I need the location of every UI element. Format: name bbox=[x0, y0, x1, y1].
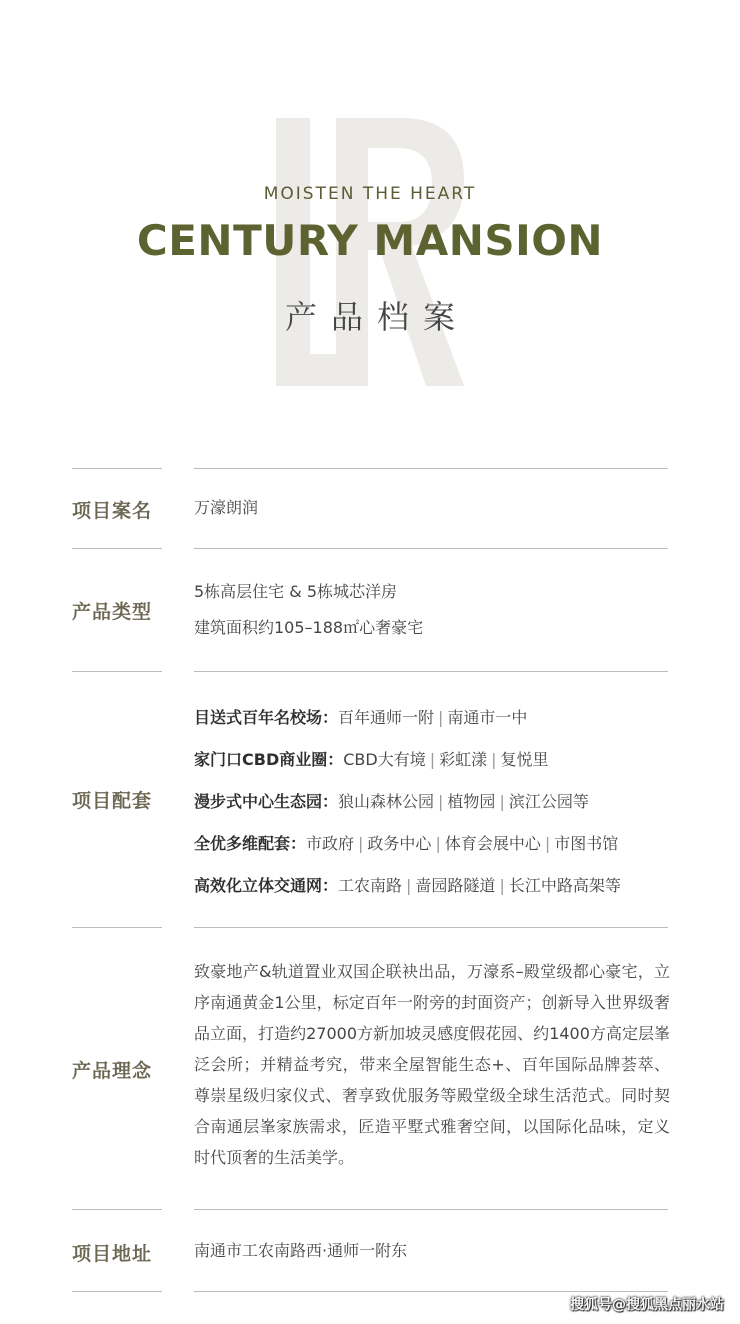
facility-key: 目送式百年名校场： bbox=[194, 708, 339, 727]
facility-key: 家门口CBD商业圈： bbox=[194, 750, 344, 769]
facility-part: 滨江公园等 bbox=[508, 792, 589, 811]
product-type-line-2: 建筑面积约105–188㎡心奢豪宅 bbox=[194, 618, 424, 637]
facility-item bbox=[194, 823, 670, 865]
divider bbox=[72, 468, 162, 469]
facility-part: 工农南路 bbox=[338, 876, 403, 895]
value-product-type bbox=[194, 574, 670, 646]
separator: | bbox=[435, 834, 441, 853]
divider bbox=[194, 468, 668, 469]
facility-part: 政务中心 bbox=[367, 834, 432, 853]
facility-item bbox=[194, 865, 670, 907]
divider bbox=[194, 548, 668, 549]
facility-part: 彩虹漾 bbox=[439, 750, 488, 769]
separator: | bbox=[544, 834, 551, 853]
facility-part: 植物园 bbox=[447, 792, 496, 811]
divider bbox=[194, 1209, 668, 1210]
facilities-list bbox=[194, 697, 670, 907]
divider bbox=[194, 671, 668, 672]
facility-key: 高效化立体交通网： bbox=[194, 876, 339, 895]
separator: | bbox=[438, 792, 444, 811]
facility-item bbox=[194, 739, 670, 781]
divider bbox=[72, 927, 162, 928]
facility-part: 啬园路隧道 bbox=[415, 876, 496, 895]
label-project-name: 项目案名 bbox=[72, 500, 153, 522]
divider bbox=[72, 1291, 162, 1292]
separator: | bbox=[406, 876, 412, 895]
separator: | bbox=[429, 750, 436, 769]
label-product-type: 产品类型 bbox=[72, 601, 153, 623]
facility-part: 长江中路高架等 bbox=[508, 876, 621, 895]
product-type-line-1: 5栋高层住宅 & 5栋城芯洋房 bbox=[194, 582, 398, 601]
concept-paragraph: 致豪地产&轨道置业双国企联袂出品，万濠系–殿堂级都心豪宅，立序南通黄金1公里，标定百年一附旁的封面资产；创新导入世界级奢品立面，打造约27000方新加坡灵感度假花园、约1400方高定层峯泛会所；并精益考究，带来全屋智能生态+、百年国际品牌荟萃、尊崇星级归家仪式、奢享致优服务等殿堂级全球生活范式。同时契合南通层峯家族需求，匠造平墅式雅奢空间，以国际化品味，定义时代顶奢的生活美学。 bbox=[194, 962, 670, 1167]
label-facilities: 项目配套 bbox=[72, 790, 153, 812]
facility-part: 狼山森林公园 bbox=[338, 792, 435, 811]
separator: | bbox=[358, 834, 364, 853]
facility-part: 百年通师一附 bbox=[338, 708, 435, 727]
label-concept: 产品理念 bbox=[72, 1060, 153, 1082]
divider bbox=[194, 1291, 668, 1292]
facility-part: 体育会展中心 bbox=[444, 834, 541, 853]
separator: | bbox=[438, 708, 444, 727]
separator: | bbox=[491, 750, 497, 769]
divider bbox=[72, 671, 162, 672]
value-address: 南通市工农南路西·通师一附东 bbox=[194, 1241, 408, 1260]
facility-part: 南通市一中 bbox=[447, 708, 528, 727]
facility-item bbox=[194, 781, 670, 823]
divider bbox=[194, 927, 668, 928]
facility-key: 全优多维配套： bbox=[194, 834, 307, 853]
facility-key: 漫步式中心生态园： bbox=[194, 792, 339, 811]
facility-part: 复悦里 bbox=[500, 750, 549, 769]
brand-name: CENTURY MANSION bbox=[136, 216, 604, 265]
value-project-name: 万濠朗润 bbox=[194, 498, 259, 517]
facility-part: 市图书馆 bbox=[554, 834, 619, 853]
divider bbox=[72, 1209, 162, 1210]
label-address: 项目地址 bbox=[72, 1243, 153, 1265]
tagline: MOISTEN THE HEART bbox=[263, 184, 477, 204]
facility-part: 市政府 bbox=[306, 834, 355, 853]
page-title: 产品档案 bbox=[284, 298, 469, 336]
facility-part: CBD大有境 bbox=[343, 750, 426, 769]
separator: | bbox=[499, 792, 505, 811]
divider bbox=[72, 548, 162, 549]
separator: | bbox=[499, 876, 505, 895]
source-watermark: 搜狐号@搜狐黑点丽水站 bbox=[570, 1297, 724, 1313]
facility-item bbox=[194, 697, 670, 739]
